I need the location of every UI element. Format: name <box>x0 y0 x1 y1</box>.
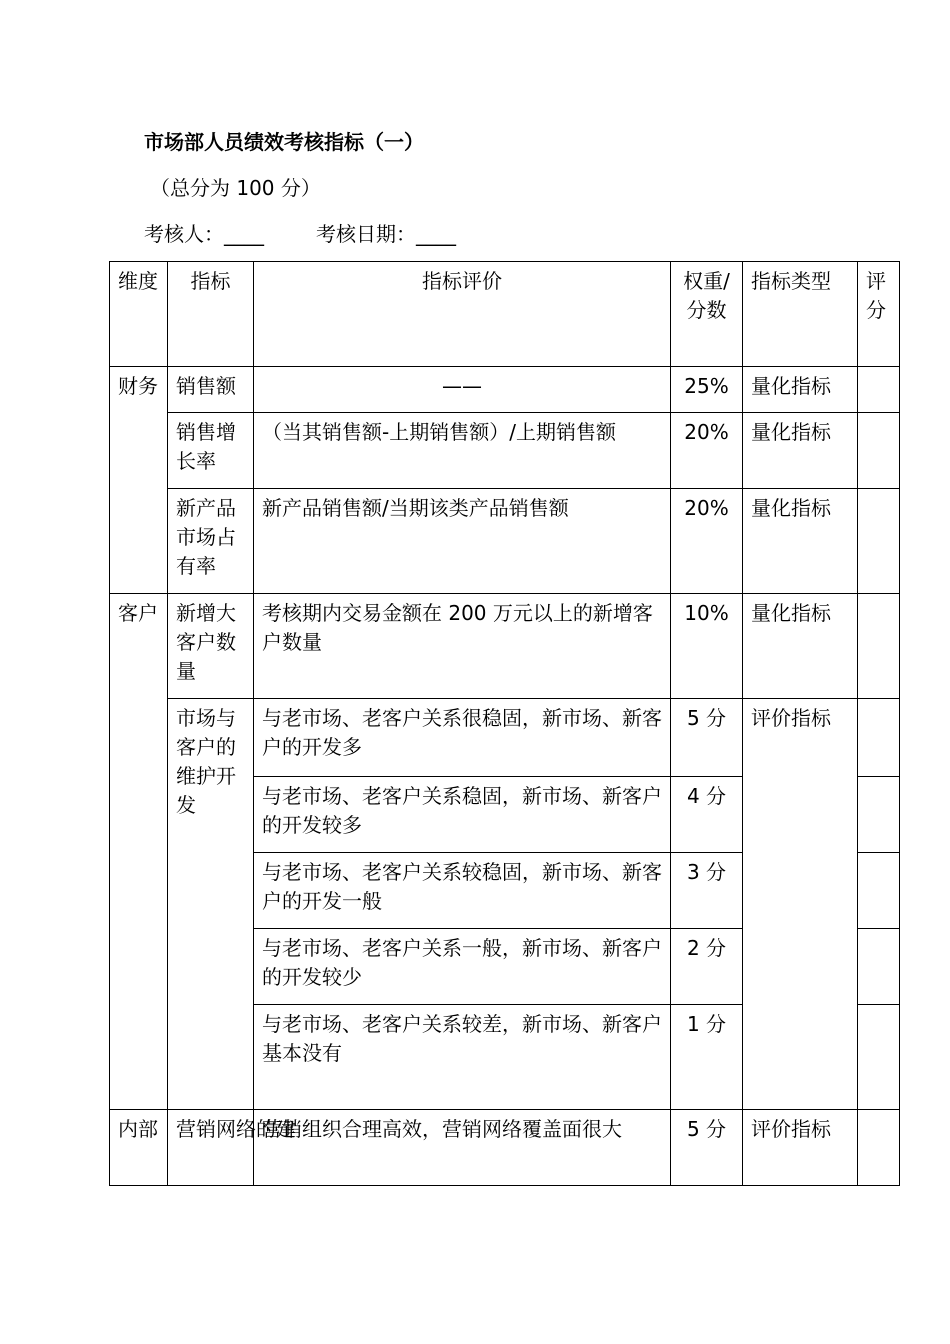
dimension-cell: 内部 <box>110 1110 168 1186</box>
type-cell: 量化指标 <box>743 367 858 413</box>
evaluation-cell: 与老市场、老客户关系稳固，新市场、新客户的开发较多 <box>254 777 671 853</box>
kpi-table <box>109 261 900 1186</box>
type-cell: 评价指标 <box>743 699 858 1110</box>
total-score-note: （总分为 100 分） <box>150 176 321 200</box>
weight-cell: 2 分 <box>671 929 743 1005</box>
dimension-cell: 客户 <box>110 594 168 1110</box>
weight-cell: 3 分 <box>671 853 743 929</box>
header-indicator: 指标 <box>168 262 254 367</box>
score-cell[interactable] <box>858 1110 900 1186</box>
type-cell: 评价指标 <box>743 1110 858 1186</box>
table-row <box>110 1110 900 1186</box>
table-row <box>110 413 900 489</box>
score-cell[interactable] <box>858 594 900 699</box>
weight-cell: 1 分 <box>671 1005 743 1110</box>
score-cell[interactable] <box>858 777 900 853</box>
indicator-cell: 营销网络的建 <box>168 1110 254 1186</box>
evaluation-cell: 与老市场、老客户关系一般，新市场、新客户的开发较少 <box>254 929 671 1005</box>
score-cell[interactable] <box>858 1005 900 1110</box>
weight-cell: 20% <box>671 489 743 594</box>
score-cell[interactable] <box>858 699 900 777</box>
indicator-cell: 新增大客户数量 <box>168 594 254 699</box>
score-cell[interactable] <box>858 929 900 1005</box>
table-row <box>110 489 900 594</box>
weight-cell: 4 分 <box>671 777 743 853</box>
weight-cell: 25% <box>671 367 743 413</box>
evaluation-cell: —— <box>254 367 671 413</box>
assessment-date-label: 考核日期：____ <box>316 222 456 246</box>
header-evaluation: 指标评价 <box>254 262 671 367</box>
indicator-cell: 市场与客户的维护开发 <box>168 699 254 1110</box>
score-cell[interactable] <box>858 413 900 489</box>
weight-cell: 20% <box>671 413 743 489</box>
weight-cell: 5 分 <box>671 699 743 777</box>
score-cell[interactable] <box>858 489 900 594</box>
score-cell[interactable] <box>858 853 900 929</box>
type-cell: 量化指标 <box>743 489 858 594</box>
dimension-cell: 财务 <box>110 367 168 594</box>
weight-cell: 10% <box>671 594 743 699</box>
indicator-cell: 新产品市场占有率 <box>168 489 254 594</box>
evaluation-cell: 新产品销售额/当期该类产品销售额 <box>254 489 671 594</box>
evaluation-cell: （当其销售额-上期销售额）/上期销售额 <box>254 413 671 489</box>
evaluation-cell: 与老市场、老客户关系较差，新市场、新客户基本没有 <box>254 1005 671 1110</box>
evaluation-cell: 与老市场、老客户关系较稳固，新市场、新客户的开发一般 <box>254 853 671 929</box>
weight-cell: 5 分 <box>671 1110 743 1186</box>
evaluation-cell: 营销组织合理高效，营销网络覆盖面很大 <box>254 1110 671 1186</box>
indicator-cell: 销售增长率 <box>168 413 254 489</box>
evaluation-cell: 与老市场、老客户关系很稳固，新市场、新客户的开发多 <box>254 699 671 777</box>
header-score: 评分 <box>858 262 900 367</box>
header-dimension: 维度 <box>110 262 168 367</box>
evaluation-cell: 考核期内交易金额在 200 万元以上的新增客户数量 <box>254 594 671 699</box>
header-type: 指标类型 <box>743 262 858 367</box>
type-cell: 量化指标 <box>743 413 858 489</box>
type-cell: 量化指标 <box>743 594 858 699</box>
table-row <box>110 699 900 777</box>
assessor-line <box>144 218 456 247</box>
document-title: 市场部人员绩效考核指标（一） <box>144 130 424 154</box>
table-header-row <box>110 262 900 367</box>
score-cell[interactable] <box>858 367 900 413</box>
header-weight: 权重/分数 <box>671 262 743 367</box>
table-row <box>110 367 900 413</box>
indicator-cell: 销售额 <box>168 367 254 413</box>
table-row <box>110 594 900 699</box>
assessor-label: 考核人：____ <box>144 222 264 246</box>
